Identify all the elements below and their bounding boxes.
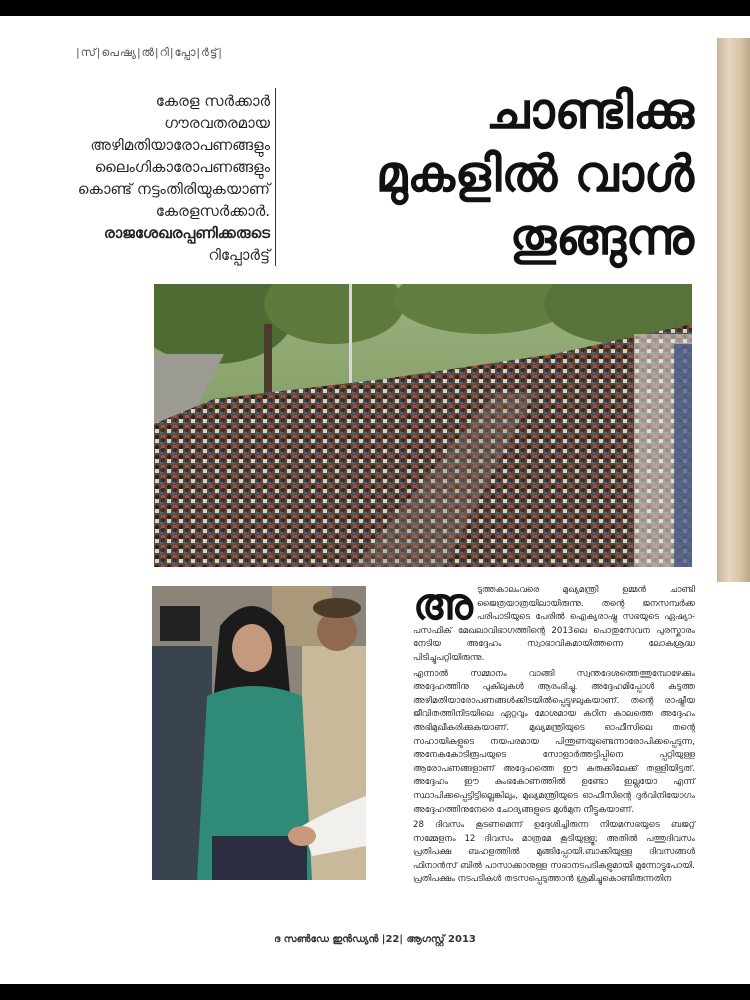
magazine-page [0, 16, 750, 984]
intro-line: ലൈംഗികാരോപണങ്ങളും [94, 158, 270, 176]
article-paragraph: 28 ദിവസം കൂടണമെന്ന് ഉദ്ദേശിച്ചിരുന്ന നിയമസഭയുടെ ബജറ്റ് സമ്മേളനം 12 ദിവസം മാത്രമേ കൂടിയുള്ളൂ; അതിൽ പത്തുദിവസം പ്രതിപക്ഷ ബഹളത്തിൽ മുങ്ങിപ്പോയി.ബാക്കിയുള്ള ദിവസങ്ങൾ ഫിനാൻസ് ബിൽ പാസാക്കാനുള്ള സഭാനടപടികളുമായി മുന്നോട്ടുപോയി. പ്രതിപക്ഷം നടപടികൾ തടസപ്പെടുത്താൻ ശ്രമിച്ചുകൊണ്ടിരുന്നതിന [413, 820, 695, 885]
page-footer [0, 934, 750, 945]
page-number: 22 [385, 934, 400, 945]
crowd-photo [154, 284, 692, 567]
intro-line: കൊണ്ട് നട്ടംതിരിയുകയാണ് [77, 180, 270, 198]
footer-separator: | [399, 934, 407, 945]
article-paragraph: എന്നാൽ സമ്മാനം വാങ്ങി സ്വന്തദേശത്തെത്തുമ്പോഴേക്കും അദ്ദേഹത്തിനു പുകിലുകൾ ആരംഭിച്ചു. അദ്ദേഹമിപ്പോൾ കടുത്ത അഴിമതിയാരോപണങ്ങൾക്കിടയിൽപ്പെട്ടുഴലുകയാണ്. തന്റെ രാഷ്ട്രീയ ജീവിതത്തിനിടയിലെ ഏറ്റവും മോശമായ കഠിന കാലത്തെ അദ്ദേഹം അഭിമുഖീകരിക്കുകയാണ്. മുഖ്യമന്ത്രിയുടെ ഓഫീസിലെ തന്റെ സഹായികളുടെ നയപരമായ പിന്തുണയുണ്ടെന്നാരോപിക്കപ്പെടുന്ന, അനേകകോടിരൂപയുടെ സോളാർത്തട്ടിപ്പിനെ പ്പറ്റിയുള്ള ആരോപണങ്ങളാണ് അദ്ദേഹത്തെ ഈ കുരുക്കിലേക്ക് തള്ളിയിട്ടത്. അദ്ദേഹം ഈ കുംഭകോണത്തിൽ ഉണ്ടോ ഇല്ലയോ എന്ന് സ്ഥാപിക്കപ്പെട്ടിട്ടില്ലെങ്കിലും, മുഖ്യമന്ത്രിയുടെ ഓഫീസിന്റെ ദുർവിനിയോഗം അദ്ദേഹത്തിനുനേരെ ചോദ്യങ്ങളുടെ മുൾമുന നീട്ടുകയാണ്. [413, 668, 695, 815]
article-body [413, 579, 695, 889]
author-name: രാജശേഖരപ്പണിക്കരുടെ [103, 224, 270, 242]
report-label: റിപ്പോർട്ട് [208, 246, 270, 264]
woman-escort-photo [152, 586, 366, 880]
intro-line: ഗൗരവതരമായ [164, 114, 270, 132]
issue-date: ആഗസ്റ്റ് 2013 [406, 934, 476, 945]
intro-line: കേരളസർക്കാർ. [155, 202, 270, 220]
magazine-name: ദ സൺഡേ ഇൻഡ്യൻ [274, 934, 379, 945]
headline [300, 80, 694, 269]
adjacent-page-edge [717, 38, 750, 582]
headline-line: മുകളിൽ വാൾ [375, 145, 694, 203]
intro-divider [275, 88, 276, 266]
headline-line: ചാണ്ടിക്കു [486, 82, 694, 140]
intro-line: അഴിമതിയാരോപണങ്ങളും [90, 136, 270, 154]
section-kicker: |സ്|പെഷ്യ|ൽ|റി|പ്പോ|ർട്ട്| [76, 46, 223, 59]
intro-block [50, 90, 276, 266]
paragraph-text: ടുത്തകാലംവരെ മുഖ്യമന്ത്രി ഉമ്മൻ ചാണ്ടി ജൈത്രയാത്രയിലായിരുന്നു. തന്റെ ജനസമ്പർക്ക പരിപാടിയുടെ പേരിൽ ഐക്യരാഷ്ട്ര സഭയുടെ ഏഷ്യാ-പസഫിക് മേഖലാവിഭാഗത്തിന്റെ 2013ലെ പൊതുസേവന പുരസ്കാരം നേടിയ അദ്ദേഹം സ്വാഭാവികമായിത്തന്നെ ലോകശ്രദ്ധ പിടിച്ചുപറ്റിയിരുന്നു. [413, 585, 695, 663]
intro-line: കേരള സർക്കാർ [155, 92, 270, 110]
article-paragraph [413, 579, 695, 666]
headline-line: തൂങ്ങുന്നു [509, 208, 694, 266]
footer-separator: | [381, 934, 386, 945]
drop-cap: അ [413, 579, 473, 630]
